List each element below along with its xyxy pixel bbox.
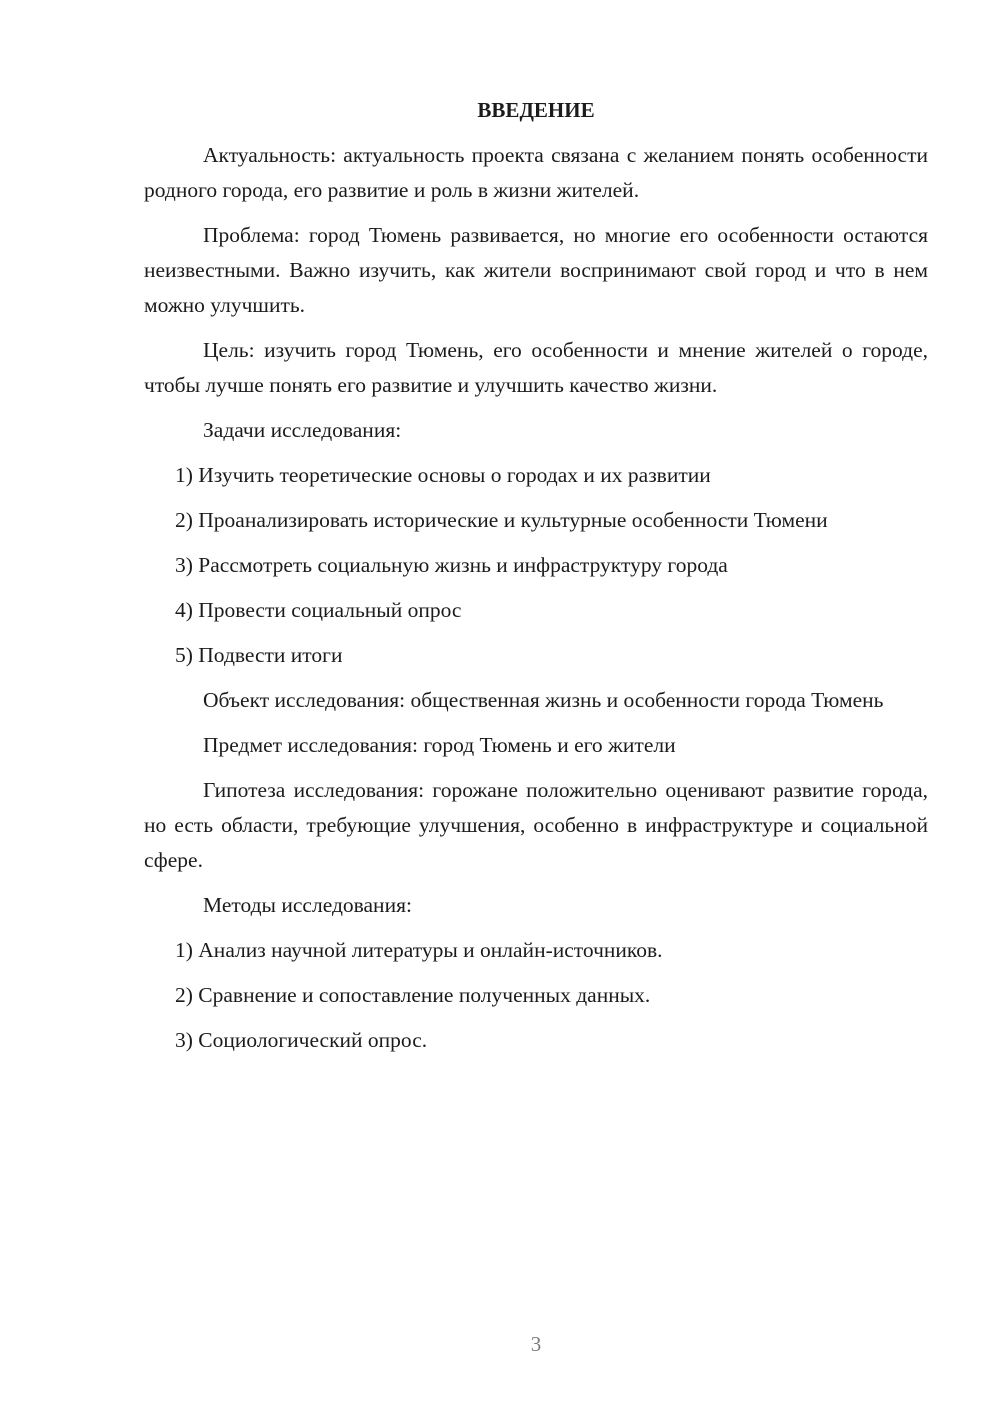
problem-paragraph: Проблема: город Тюмень развивается, но многие его особенности остаются неизвестными. Важно изучить, как жители воспринимают свой город и что в нем можно улучшить. xyxy=(144,223,928,317)
relevance-paragraph: Актуальность: актуальность проекта связана с желанием понять особенности родного города, его развитие и роль в жизни жителей. xyxy=(144,143,928,202)
page-number: 3 xyxy=(530,1332,542,1356)
subject-paragraph: Предмет исследования: город Тюмень и его жители xyxy=(203,733,676,757)
hypothesis-paragraph: Гипотеза исследования: горожане положительно оценивают развитие города, но есть области, требующие улучшения, особенно в инфраструктуре и социальной сфере. xyxy=(144,778,928,872)
task-item-4: 4) Провести социальный опрос xyxy=(175,598,462,622)
method-item-1: 1) Анализ научной литературы и онлайн-источников. xyxy=(175,938,663,962)
method-item-2: 2) Сравнение и сопоставление полученных данных. xyxy=(175,983,651,1007)
tasks-heading: Задачи исследования: xyxy=(203,418,402,442)
task-item-3: 3) Рассмотреть социальную жизнь и инфраструктуру города xyxy=(175,553,728,577)
object-paragraph: Объект исследования: общественная жизнь и особенности города Тюмень xyxy=(203,688,884,712)
page-title: ВВЕДЕНИЕ xyxy=(477,98,595,122)
task-item-5: 5) Подвести итоги xyxy=(175,643,343,667)
task-item-1: 1) Изучить теоретические основы о городах и их развитии xyxy=(175,463,711,487)
goal-paragraph: Цель: изучить город Тюмень, его особенности и мнение жителей о городе, чтобы лучше понять его развитие и улучшить качество жизни. xyxy=(144,338,928,397)
document-body xyxy=(144,93,928,1058)
task-item-2: 2) Проанализировать исторические и культурные особенности Тюмени xyxy=(175,508,828,532)
methods-heading: Методы исследования: xyxy=(203,893,412,917)
method-item-3: 3) Социологический опрос. xyxy=(175,1028,428,1052)
